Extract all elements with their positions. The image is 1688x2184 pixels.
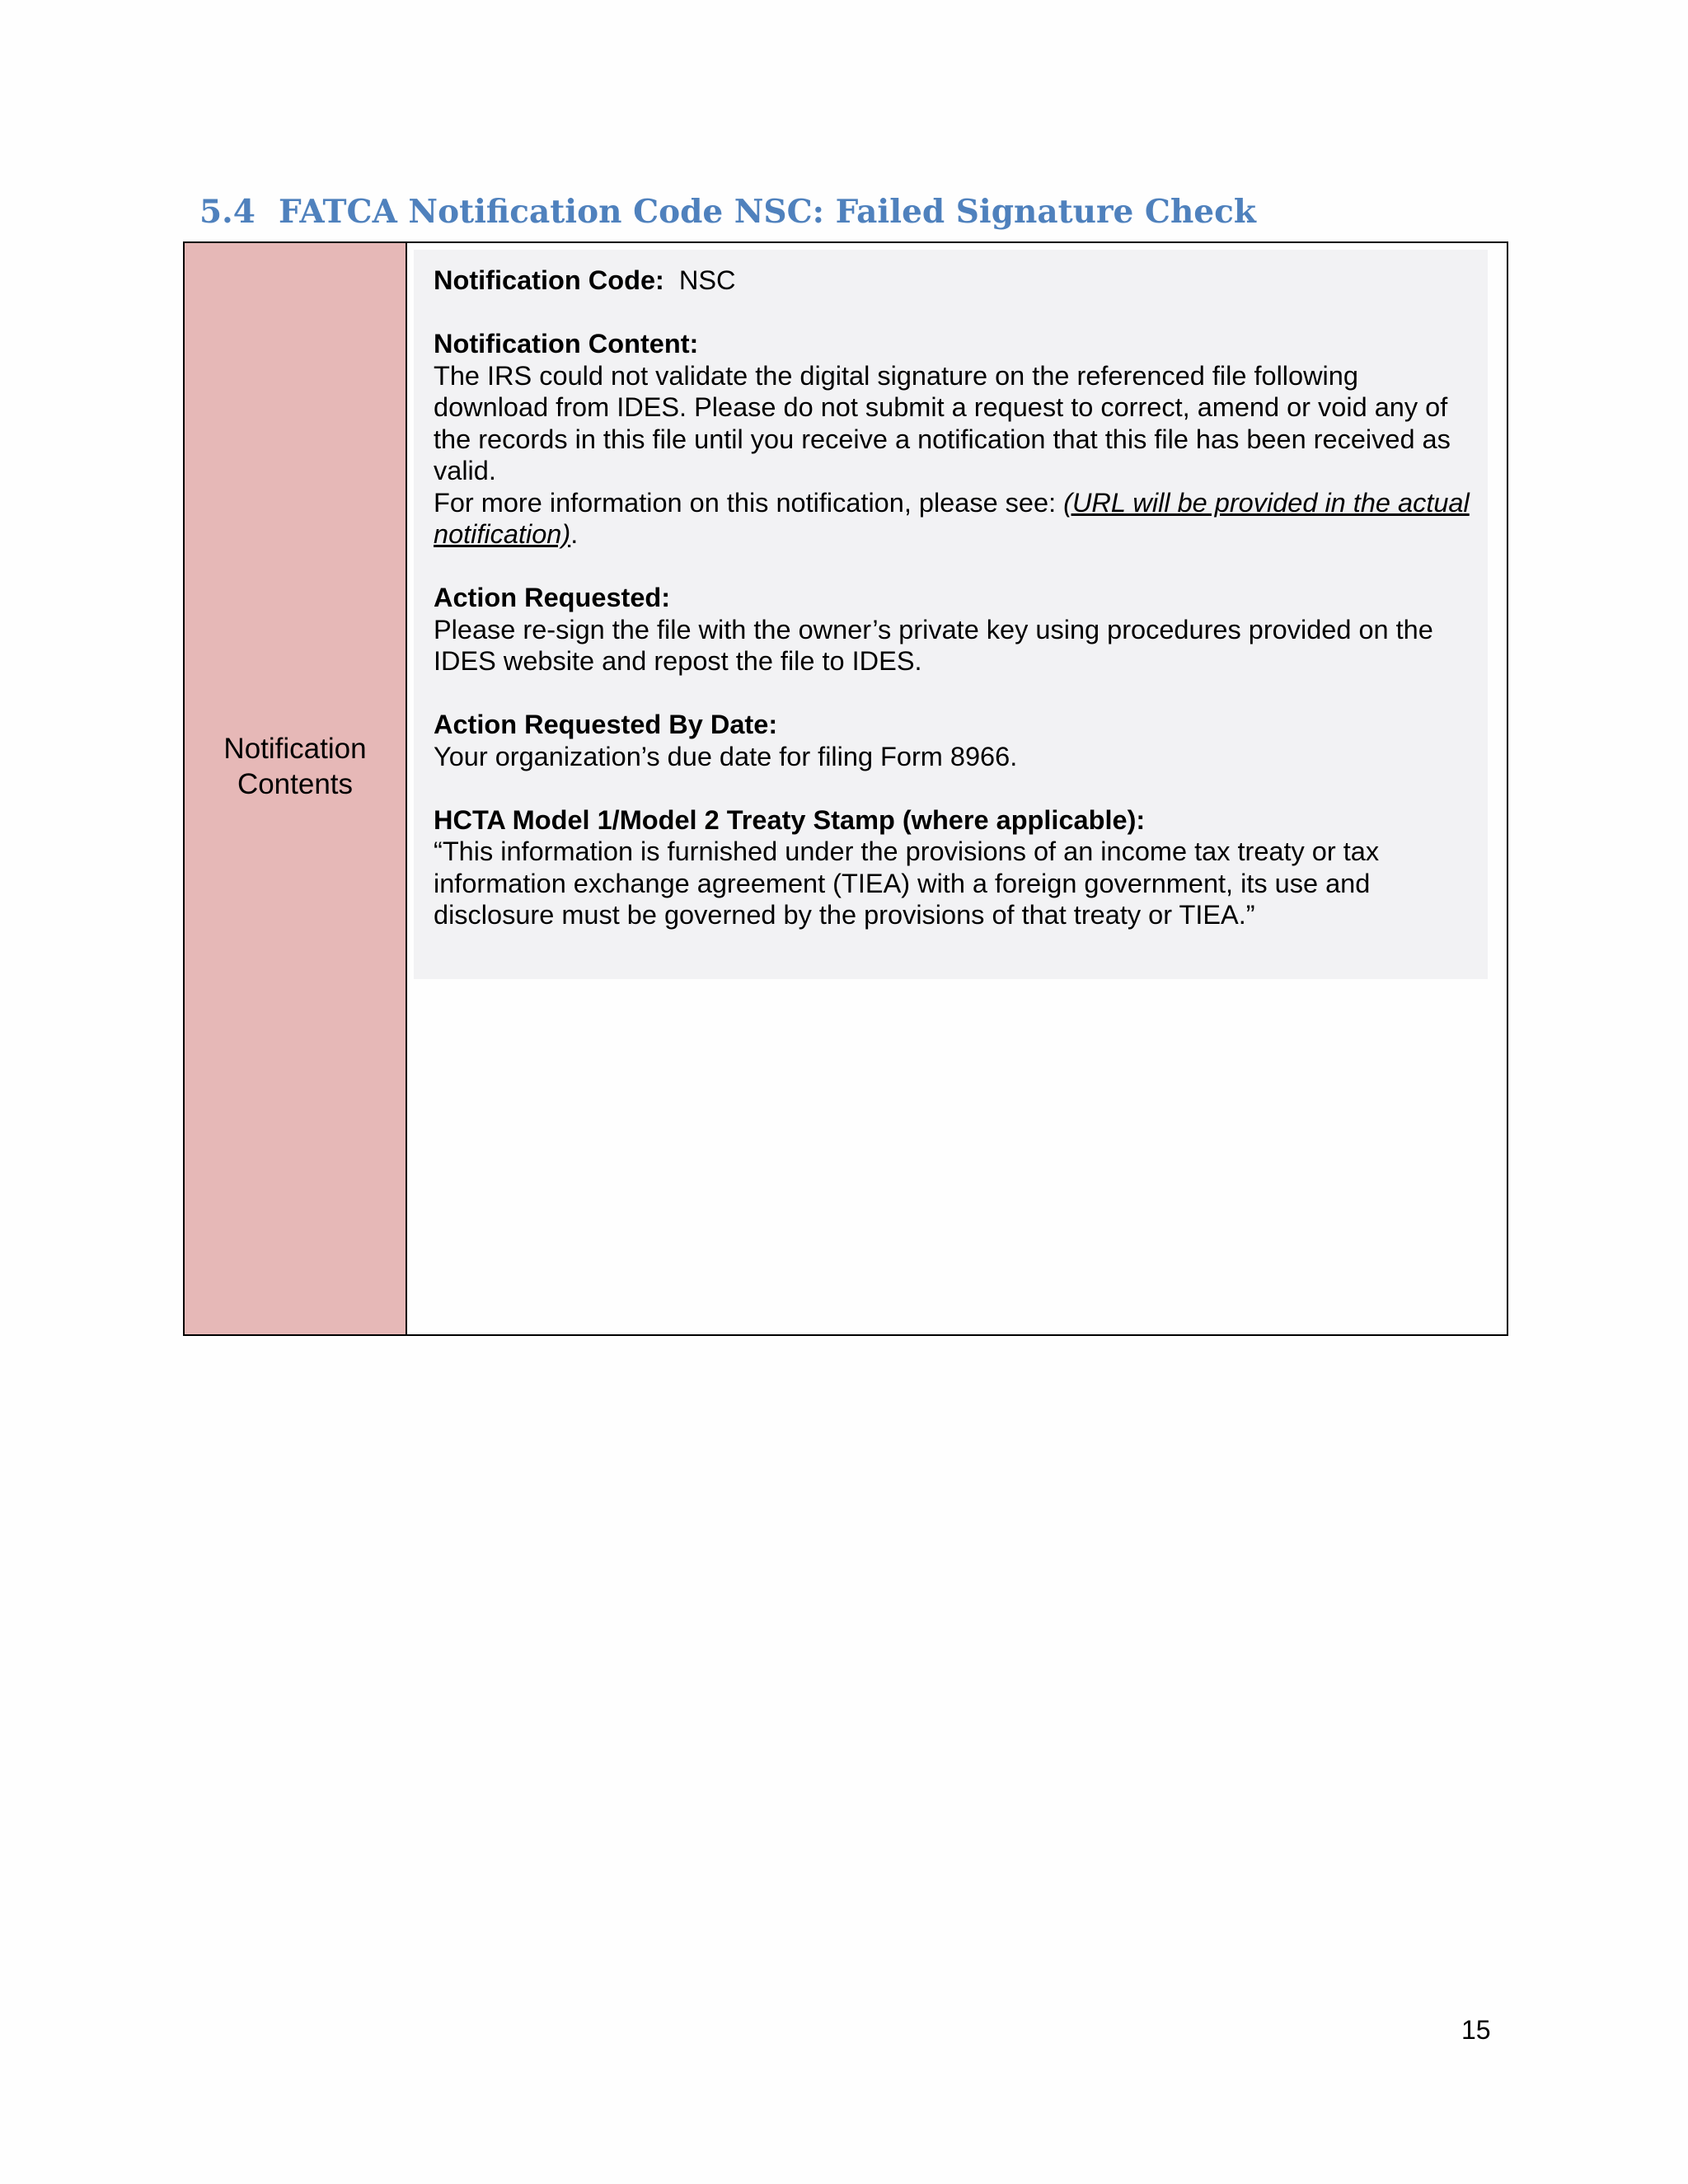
action-requested-label: Action Requested: xyxy=(434,583,671,612)
notification-template-box xyxy=(414,250,1488,979)
notification-table xyxy=(183,241,1508,1336)
action-date-block xyxy=(434,709,1475,772)
section-heading xyxy=(199,193,1256,231)
row-label-cell xyxy=(185,243,407,1334)
more-info-suffix: . xyxy=(570,519,579,549)
more-info-url: (URL will be provided in the actual notification) xyxy=(434,487,1470,549)
action-date-body: Your organization’s due date for filing Form 8966. xyxy=(434,741,1018,771)
more-info-prefix: For more information on this notification, please see: xyxy=(434,487,1064,518)
page-number: 15 xyxy=(1461,2015,1491,2045)
notification-code-block xyxy=(434,265,1475,297)
notification-content-block xyxy=(434,328,1475,551)
notification-content-body: The IRS could not validate the digital signature on the referenced file following download from IDES. Please do not submit a request to correct, amend or void any of the records in this file until you receive a notification that this file has been received as valid. xyxy=(434,360,1451,485)
section-number: 5.4 xyxy=(199,193,256,231)
notification-code-label: Notification Code: xyxy=(434,265,664,295)
row-label-line-2: Contents xyxy=(237,767,354,800)
treaty-stamp-body: “This information is furnished under the provisions of an income tax treaty or tax information exchange agreement (TIEA) with a foreign government, its use and disclosure must be governed by the provisions of that treaty or TIEA.” xyxy=(434,837,1380,930)
treaty-stamp-block xyxy=(434,804,1475,931)
treaty-stamp-label: HCTA Model 1/Model 2 Treaty Stamp (where applicable): xyxy=(434,804,1146,835)
section-title: FATCA Notification Code NSC: Failed Signature Check xyxy=(279,193,1256,231)
notification-content-label: Notification Content: xyxy=(434,329,699,359)
notification-code-value: NSC xyxy=(678,265,736,295)
action-date-label: Action Requested By Date: xyxy=(434,710,778,739)
content-cell xyxy=(407,243,1507,1334)
row-label-line-1: Notification xyxy=(223,732,367,765)
action-requested-body: Please re-sign the file with the owner’s private key using procedures provided on the IDES website and repost the file to IDES. xyxy=(434,614,1433,676)
action-requested-block xyxy=(434,582,1475,677)
